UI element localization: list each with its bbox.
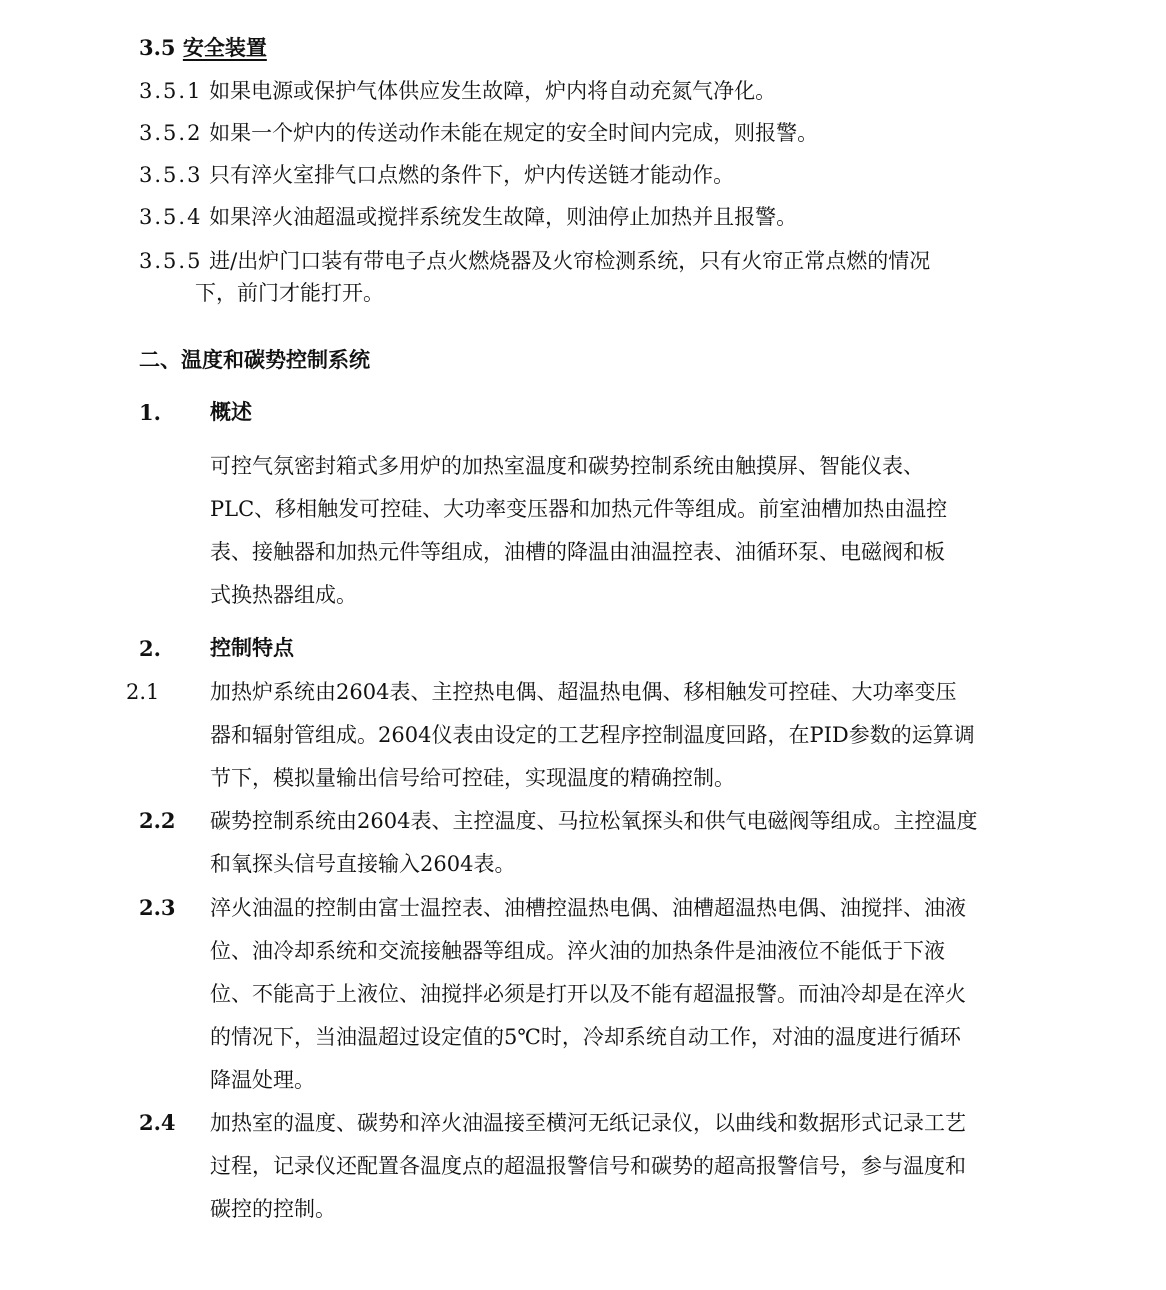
item-text: 如果电源或保护气体供应发生故障，炉内将自动充氮气净化。 (209, 79, 777, 103)
item-number: 3.5.4 (139, 205, 203, 229)
paragraph-line: 碳势控制系统由2604表、主控温度、马拉松氧探头和供气电磁阀等组成。主控温度 (210, 809, 978, 833)
list-item (139, 160, 734, 190)
item-number: 3.5.5 (139, 249, 203, 273)
subsection-number: 2. (139, 636, 161, 661)
item-number: 3.5.3 (139, 163, 203, 187)
paragraph-line: 降温处理。 (210, 1068, 315, 1092)
subsection-title: 控制特点 (210, 635, 294, 660)
paragraph-line: 节下，模拟量输出信号给可控硅，实现温度的精确控制。 (210, 766, 735, 790)
paragraph-line: 器和辐射管组成。2604仪表由设定的工艺程序控制温度回路，在PID参数的运算调 (210, 723, 975, 747)
paragraph-line: PLC、移相触发可控硅、大功率变压器和加热元件等组成。前室油槽加热由温控 (210, 497, 948, 521)
section-title: 安全装置 (182, 35, 267, 60)
paragraph-line: 淬火油温的控制由富士温控表、油槽控温热电偶、油槽超温热电偶、油搅拌、油液 (210, 896, 966, 920)
paragraph-line: 位、油冷却系统和交流接触器等组成。淬火油的加热条件是油液位不能低于下液 (210, 939, 945, 963)
item-number: 2.3 (139, 895, 176, 920)
item-text: 进/出炉门口装有带电子点火燃烧器及火帘检测系统，只有火帘正常点燃的情况 (209, 249, 931, 273)
list-item (139, 118, 818, 148)
section-number: 3.5 (139, 35, 176, 60)
paragraph-line: 加热室的温度、碳势和淬火油温接至横河无纸记录仪，以曲线和数据形式记录工艺 (210, 1111, 966, 1135)
item-number: 2.4 (139, 1110, 176, 1135)
paragraph-line: 位、不能高于上液位、油搅拌必须是打开以及不能有超温报警。而油冷却是在淬火 (210, 982, 966, 1006)
subsection-title: 概述 (210, 399, 252, 424)
item-number: 3.5.1 (139, 79, 203, 103)
paragraph-line: 碳控的控制。 (210, 1197, 336, 1221)
list-item (139, 246, 930, 276)
list-item-continuation: 下，前门才能打开。 (195, 281, 384, 305)
paragraph-line: 的情况下，当油温超过设定值的5℃时，冷却系统自动工作，对油的温度进行循环 (210, 1025, 961, 1049)
item-text: 如果一个炉内的传送动作未能在规定的安全时间内完成，则报警。 (209, 121, 819, 145)
item-number: 2.2 (139, 808, 176, 833)
paragraph-line: 可控气氛密封箱式多用炉的加热室温度和碳势控制系统由触摸屏、智能仪表、 (210, 454, 924, 478)
section-heading (139, 33, 267, 63)
paragraph-line: 式换热器组成。 (210, 583, 357, 607)
chapter-title: 二、温度和碳势控制系统 (139, 347, 370, 372)
paragraph-line: 和氧探头信号直接输入2604表。 (210, 852, 516, 876)
list-item (139, 202, 797, 232)
list-item (139, 76, 776, 106)
item-number: 3.5.2 (139, 121, 203, 145)
item-text: 只有淬火室排气口点燃的条件下，炉内传送链才能动作。 (209, 163, 735, 187)
item-number: 2.1 (126, 680, 160, 704)
paragraph-line: 加热炉系统由2604表、主控热电偶、超温热电偶、移相触发可控硅、大功率变压 (210, 680, 957, 704)
item-text: 如果淬火油超温或搅拌系统发生故障，则油停止加热并且报警。 (209, 205, 798, 229)
paragraph-line: 过程，记录仪还配置各温度点的超温报警信号和碳势的超高报警信号，参与温度和 (210, 1154, 966, 1178)
subsection-number: 1. (139, 400, 161, 425)
paragraph-line: 表、接触器和加热元件等组成，油槽的降温由油温控表、油循环泵、电磁阀和板 (210, 540, 945, 564)
